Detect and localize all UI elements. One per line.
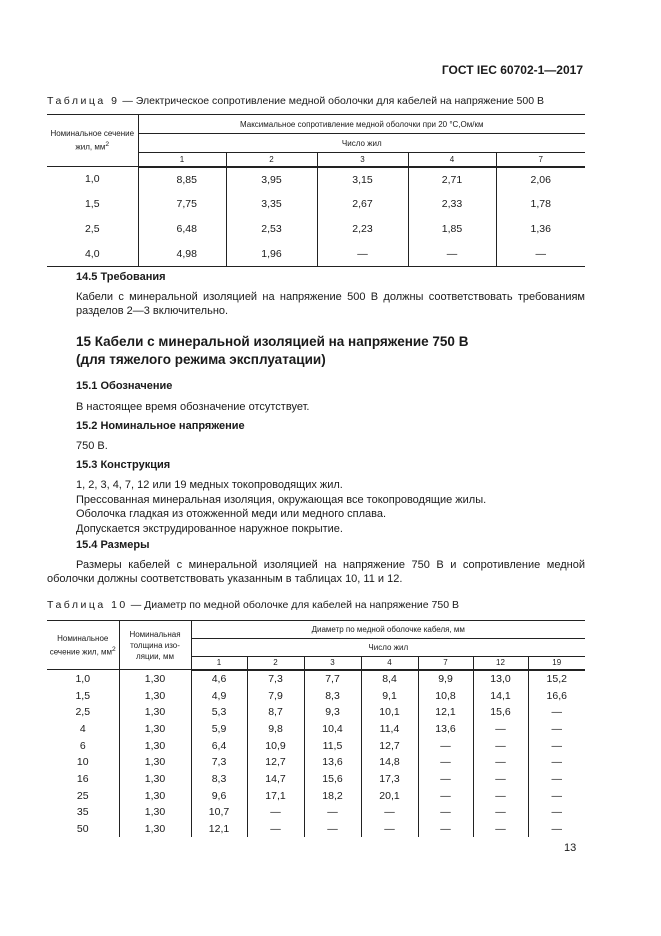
table10-cell-value: — xyxy=(304,804,361,821)
table10-cell-value: — xyxy=(473,737,528,754)
table10-cell-value: 14,1 xyxy=(473,687,528,704)
table9-cell-value: 2,53 xyxy=(226,217,317,242)
table9-cell-value: 4,98 xyxy=(138,242,226,267)
section-14-5-text xyxy=(76,290,585,318)
table9-group-header: Максимальное сопротивление медной оболочки при 20 °С,Ом/км xyxy=(138,115,585,134)
table10-cell-value: — xyxy=(361,804,418,821)
table9-col-header: 1 xyxy=(138,153,226,167)
table10-cell-value: 12,1 xyxy=(418,704,473,721)
table9-cell-value: 1,36 xyxy=(496,217,585,242)
table10-cell-value: 10,7 xyxy=(191,804,247,821)
table10-cell-value: — xyxy=(247,821,304,838)
construction-line: Оболочка гладкая из отожженной меди или медного сплава. xyxy=(76,508,387,520)
table10-cell-value: 4,9 xyxy=(191,687,247,704)
section-15-4-text: Размеры кабелей с минеральной изоляцией на напряжение 750 В и сопротивление медной оболочки должны соответствовать указанным в таблицах 10, 11 и 12. xyxy=(47,559,585,585)
table10-cell-value: 18,2 xyxy=(304,787,361,804)
table10-cell-insulation: 1,30 xyxy=(119,771,191,788)
table10-cell-value: — xyxy=(418,737,473,754)
table10-cell-value: 12,7 xyxy=(361,737,418,754)
table10-row xyxy=(47,771,585,788)
table10-cell-value: 15,2 xyxy=(528,670,585,688)
table10 xyxy=(47,620,585,837)
section-14-5-heading: 14.5 Требования xyxy=(76,271,166,283)
table9-cell-value: — xyxy=(408,242,496,267)
table10-subgroup-header: Число жил xyxy=(191,639,585,657)
table10-cell-value: — xyxy=(247,804,304,821)
table9-cell-section: 4,0 xyxy=(47,242,138,267)
table10-cell-value: 7,3 xyxy=(247,670,304,688)
table10-cell-insulation: 1,30 xyxy=(119,721,191,738)
table10-cell-section: 25 xyxy=(76,789,89,802)
table9-cell-value: — xyxy=(317,242,408,267)
table10-col-header: 3 xyxy=(304,657,361,670)
table10-cell-value: — xyxy=(361,821,418,838)
section-15-3-text xyxy=(76,478,486,536)
table10-cell-value: — xyxy=(473,787,528,804)
table9-cell-value: 3,35 xyxy=(226,192,317,217)
table10-cell-section: 1,5 xyxy=(75,689,91,702)
table10-cell-value: 15,6 xyxy=(473,704,528,721)
section-15-1-heading: 15.1 Обозначение xyxy=(76,380,173,392)
table10-row xyxy=(47,687,585,704)
table9-cell-value: 1,96 xyxy=(226,242,317,267)
page-number: 13 xyxy=(564,842,577,854)
table10-cell-value: — xyxy=(418,787,473,804)
table10-cell-section: 4 xyxy=(79,722,86,735)
table10-cell-value: 8,3 xyxy=(304,687,361,704)
table10-cell-value: 10,8 xyxy=(418,687,473,704)
table10-cell-insulation: 1,30 xyxy=(119,670,191,688)
table10-group-header: Диаметр по медной оболочке кабеля, мм xyxy=(191,621,585,639)
section-15-4-heading: 15.4 Размеры xyxy=(76,539,150,551)
table9-cell-value: 8,85 xyxy=(138,167,226,192)
table10-cell-section: 2,5 xyxy=(75,706,91,719)
construction-line: 1, 2, 3, 4, 7, 12 или 19 медных токопроводящих жил. xyxy=(76,479,343,491)
table10-cell-value: 11,5 xyxy=(304,737,361,754)
table9-cell-section: 1,5 xyxy=(84,198,100,210)
section-15-heading-line1: 15 Кабели с минеральной изоляцией на напряжение 750 В xyxy=(76,334,469,349)
table10-cell-value: — xyxy=(528,771,585,788)
table10-cell-value: 13,6 xyxy=(304,754,361,771)
table10-cell-value: — xyxy=(528,704,585,721)
table10-cell-value: 13,6 xyxy=(418,721,473,738)
table9-cell-section: 2,5 xyxy=(84,223,100,235)
table9-cell-section: 1,0 xyxy=(84,173,100,186)
table10-cell-value: — xyxy=(304,821,361,838)
table10-cell-value: — xyxy=(418,754,473,771)
table10-cell-value: — xyxy=(528,737,585,754)
table10-cell-value: 20,1 xyxy=(361,787,418,804)
table10-row xyxy=(47,704,585,721)
section-15-2-heading: 15.2 Номинальное напряжение xyxy=(76,420,245,432)
table10-cell-value: 9,9 xyxy=(418,670,473,688)
table10-cell-value: — xyxy=(528,721,585,738)
table10-cell-value: — xyxy=(528,804,585,821)
section-15-heading-line2: (для тяжелого режима эксплуатации) xyxy=(76,352,326,367)
section-15-3-heading: 15.3 Конструкция xyxy=(76,459,171,471)
table10-cell-value: 13,0 xyxy=(473,670,528,688)
table10-caption xyxy=(47,599,459,611)
table10-cell-value: 11,4 xyxy=(361,721,418,738)
table10-cell-insulation: 1,30 xyxy=(119,804,191,821)
table9-col-header: 4 xyxy=(408,153,496,167)
table10-cell-value: — xyxy=(418,771,473,788)
table10-cell-value: 8,3 xyxy=(191,771,247,788)
table9-cell-value: 2,06 xyxy=(496,167,585,192)
table10-row xyxy=(47,670,585,688)
section-15-2-text: 750 В. xyxy=(76,440,108,452)
table9-cell-value: 6,48 xyxy=(138,217,226,242)
table10-cell-value: — xyxy=(473,771,528,788)
table10-cell-section: 16 xyxy=(76,772,89,785)
table9-row-header: Номинальное сечение жил, $мм^2$ xyxy=(47,115,138,167)
table10-cell-value: 8,7 xyxy=(247,704,304,721)
table9-caption-text: Электрическое сопротивление медной оболочки для кабелей на напряжение 500 В xyxy=(135,95,544,107)
table10-cell-value: 14,7 xyxy=(247,771,304,788)
table10-col-header: 19 xyxy=(528,657,585,670)
table10-col-header: 7 xyxy=(418,657,473,670)
table10-cell-value: 5,3 xyxy=(191,704,247,721)
table10-cell-value: 9,6 xyxy=(191,787,247,804)
table10-row xyxy=(47,821,585,838)
table10-cell-value: 8,4 xyxy=(361,670,418,688)
table10-cell-value: 14,8 xyxy=(361,754,418,771)
construction-line: Прессованная минеральная изоляция, окружающая все токопроводящие жилы. xyxy=(76,493,487,506)
table10-row xyxy=(47,721,585,738)
table10-cell-section: 1,0 xyxy=(75,672,91,685)
table10-cell-value: 17,3 xyxy=(361,771,418,788)
table10-cell-value: 7,9 xyxy=(247,687,304,704)
table10-col-header: 2 xyxy=(247,657,304,670)
section-15-1-text: В настоящее время обозначение отсутствует. xyxy=(76,401,310,413)
standard-designation: ГОСТ IEC 60702-1—2017 xyxy=(441,63,583,77)
table10-row xyxy=(47,737,585,754)
table9-row xyxy=(47,192,585,217)
table9-row xyxy=(47,167,585,192)
table10-cell-value: 9,8 xyxy=(247,721,304,738)
table9-cell-value: 2,71 xyxy=(408,167,496,192)
table9-subgroup-header: Число жил xyxy=(138,134,585,153)
table10-caption-dash: — xyxy=(130,599,142,611)
table9-cell-value: 2,33 xyxy=(408,192,496,217)
table10-cell-section: 35 xyxy=(76,806,89,819)
table10-cell-value: 15,6 xyxy=(304,771,361,788)
table10-cell-value: 17,1 xyxy=(247,787,304,804)
table10-cell-value: 9,3 xyxy=(304,704,361,721)
table10-cell-value: 16,6 xyxy=(528,687,585,704)
table10-cell-value: 5,9 xyxy=(191,721,247,738)
table10-cell-value: — xyxy=(473,754,528,771)
section-15-heading xyxy=(76,333,468,369)
table10-cell-value: 10,1 xyxy=(361,704,418,721)
table9-col-header: 3 xyxy=(317,153,408,167)
table9-caption-dash: — xyxy=(122,95,133,107)
table9-caption-label: Таблица 9 xyxy=(47,95,120,107)
table9-cell-value: 2,67 xyxy=(317,192,408,217)
table10-cell-value: — xyxy=(473,821,528,838)
table9-cell-value: 3,15 xyxy=(317,167,408,192)
table10-cell-insulation: 1,30 xyxy=(119,754,191,771)
table9-col-header: 7 xyxy=(496,153,585,167)
table9-cell-value: — xyxy=(496,242,585,267)
table10-cell-value: 4,6 xyxy=(191,670,247,688)
table10-cell-value: — xyxy=(418,804,473,821)
table10-caption-label: Таблица 10 xyxy=(47,599,128,611)
table10-cell-insulation: 1,30 xyxy=(119,704,191,721)
table9-cell-value: 2,23 xyxy=(317,217,408,242)
table9 xyxy=(47,114,585,267)
table10-cell-value: 12,7 xyxy=(247,754,304,771)
table10-cell-value: 9,1 xyxy=(361,687,418,704)
table10-col-header: 1 xyxy=(191,657,247,670)
table9-col-header: 2 xyxy=(226,153,317,167)
table10-cell-section: 10 xyxy=(76,756,89,769)
table10-col2-header: Номинальная толщина изо-ляции, мм xyxy=(119,621,191,670)
table10-cell-value: 10,4 xyxy=(304,721,361,738)
table10-cell-value: — xyxy=(418,821,473,838)
table10-cell-value: 7,7 xyxy=(304,670,361,688)
table10-col-header: 4 xyxy=(361,657,418,670)
table10-cell-section: 6 xyxy=(79,739,86,752)
construction-line: Допускается экструдированное наружное покрытие. xyxy=(76,522,343,535)
table10-cell-insulation: 1,30 xyxy=(119,687,191,704)
table10-cell-value: 6,4 xyxy=(191,737,247,754)
table10-row xyxy=(47,804,585,821)
table9-cell-value: 1,78 xyxy=(496,192,585,217)
section-14-5-paragraph: Кабели с минеральной изоляцией на напряжение 500 В должны соответствовать требованиям разделов 2—3 включительно. xyxy=(76,291,585,317)
table10-col-header: 12 xyxy=(473,657,528,670)
table9-cell-value: 1,85 xyxy=(408,217,496,242)
table10-cell-section: 50 xyxy=(76,823,89,836)
table9-cell-value: 7,75 xyxy=(138,192,226,217)
table10-cell-value: 12,1 xyxy=(191,821,247,838)
table10-cell-insulation: 1,30 xyxy=(119,737,191,754)
table10-cell-value: — xyxy=(528,754,585,771)
table10-col1-header: Номинальное сечение жил, $мм^2$ xyxy=(47,621,119,670)
table10-cell-value: 10,9 xyxy=(247,737,304,754)
table10-cell-value: — xyxy=(473,721,528,738)
table10-cell-value: — xyxy=(473,804,528,821)
table10-cell-insulation: 1,30 xyxy=(119,821,191,838)
table9-caption xyxy=(47,95,544,107)
table10-cell-value: — xyxy=(528,821,585,838)
table10-cell-value: — xyxy=(528,787,585,804)
table10-cell-insulation: 1,30 xyxy=(119,787,191,804)
table9-row xyxy=(47,242,585,267)
table9-cell-value: 3,95 xyxy=(226,167,317,192)
table10-row xyxy=(47,754,585,771)
table10-caption-text: Диаметр по медной оболочке для кабелей на напряжение 750 В xyxy=(144,599,459,611)
table10-cell-value: 7,3 xyxy=(191,754,247,771)
table10-row xyxy=(47,787,585,804)
table9-row xyxy=(47,217,585,242)
